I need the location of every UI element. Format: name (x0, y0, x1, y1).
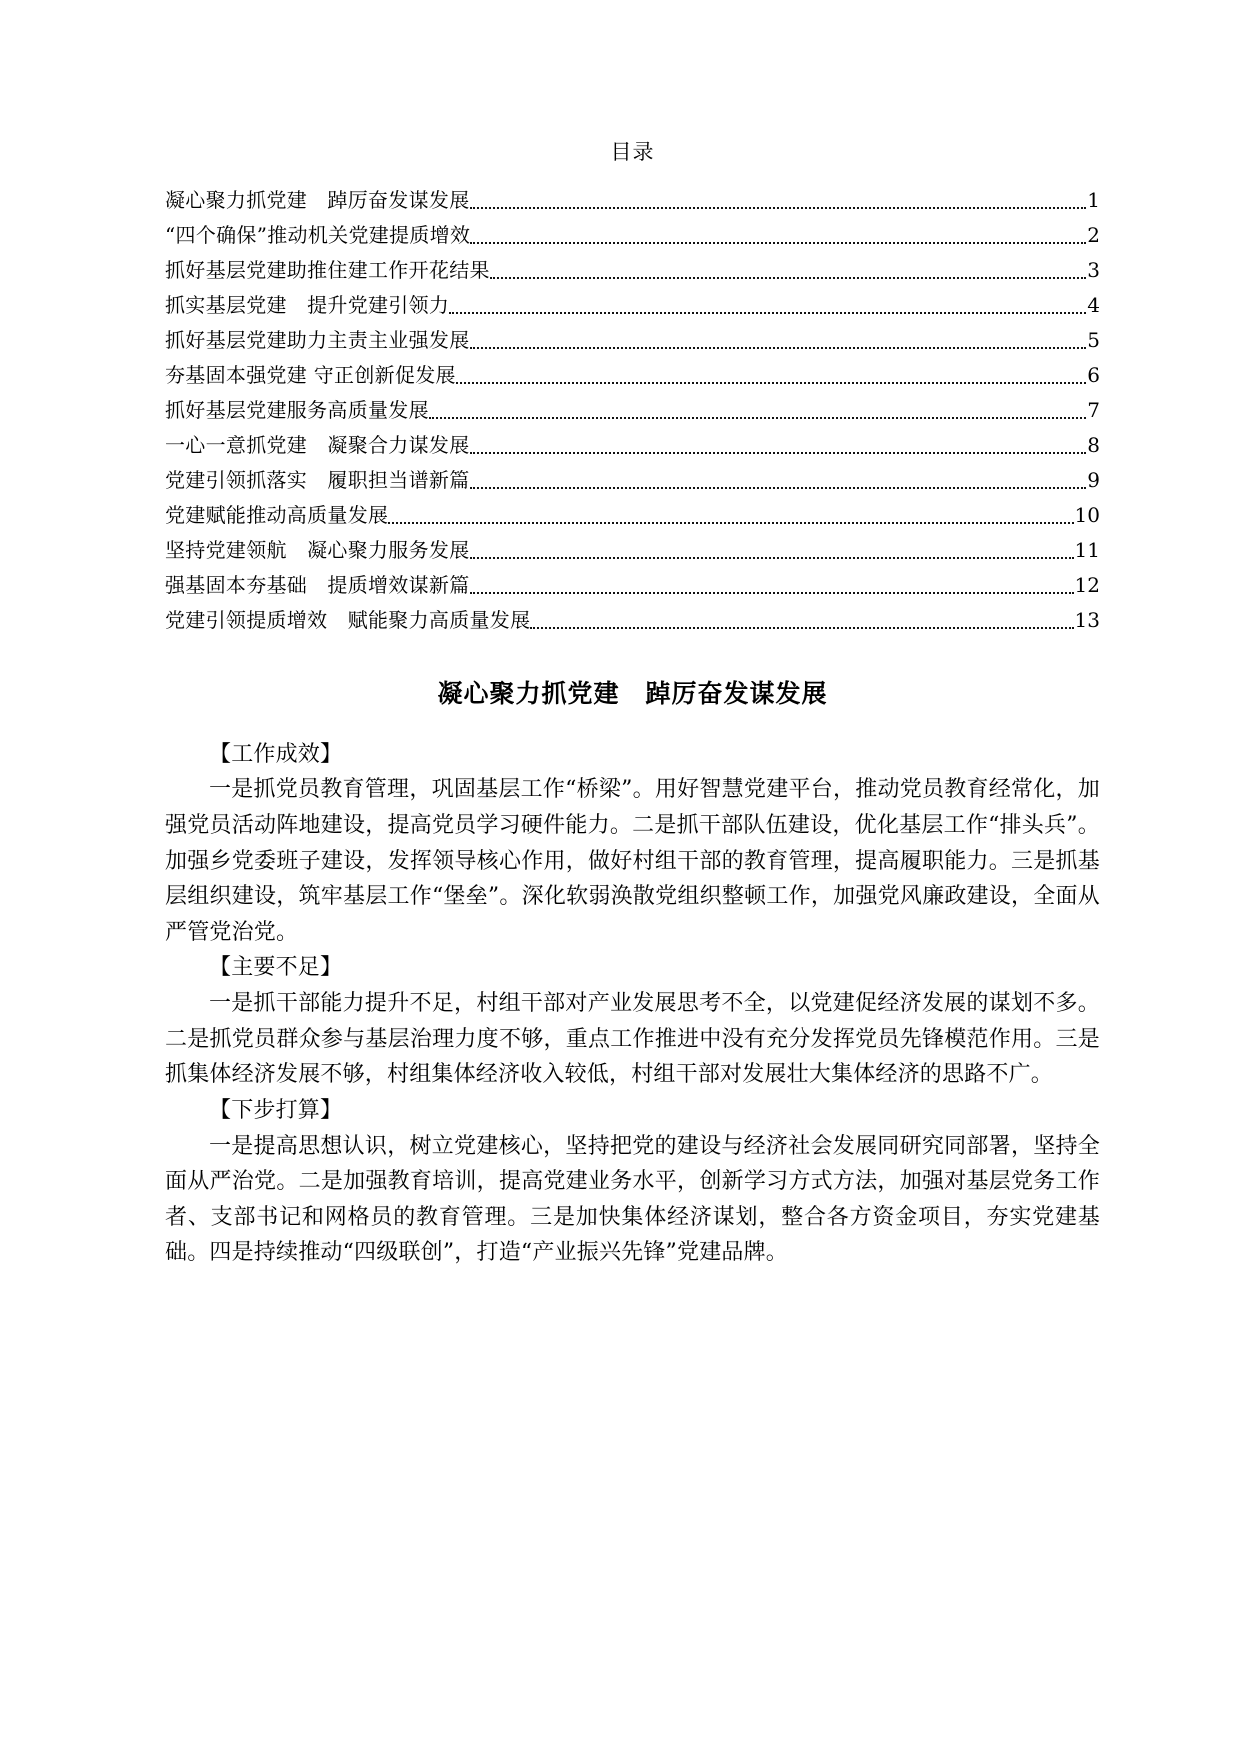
toc-entry[interactable] (165, 284, 1100, 319)
toc-entry[interactable] (165, 179, 1100, 214)
toc-entry[interactable] (165, 249, 1100, 284)
toc-entry-label: 党建引领提质增效 赋能聚力高质量发展 (165, 608, 531, 633)
toc-entry-page: 4 (1087, 293, 1100, 318)
toc-leader-dots (470, 346, 1087, 349)
toc-entry-page: 12 (1074, 573, 1100, 598)
toc-entry-label: 坚持党建领航 凝心聚力服务发展 (165, 538, 470, 563)
toc-leader-dots (470, 556, 1074, 559)
toc-leader-dots (470, 451, 1087, 454)
section-body-next-steps: 一是提高思想认识，树立党建核心，坚持把党的建设与经济社会发展同研究同部署，坚持全面从严治党。二是加强教育培训，提高党建业务水平，创新学习方式方法，加强对基层党务工作者、支部书记和网格员的教育管理。三是加快集体经济谋划，整合各方资金项目，夯实党建基础。四是持续推动“四级联创”，打造“产业振兴先锋”党建品牌。 (165, 1133, 1100, 1266)
toc-entry[interactable] (165, 424, 1100, 459)
section-heading-main-shortcomings: 【主要不足】 (209, 955, 343, 981)
toc-entry[interactable] (165, 459, 1100, 494)
toc-leader-dots (456, 381, 1086, 384)
toc-entry-label: 抓好基层党建助推住建工作开花结果 (165, 258, 490, 283)
toc-entry[interactable] (165, 529, 1100, 564)
toc-leader-dots (470, 591, 1074, 594)
toc-leader-dots (388, 521, 1073, 524)
toc-entry[interactable] (165, 494, 1100, 529)
section-body-main-shortcomings: 一是抓干部能力提升不足，村组干部对产业发展思考不全，以党建促经济发展的谋划不多。二是抓党员群众参与基层治理力度不够，重点工作推进中没有充分发挥党员先锋模范作用。三是抓集体经济发展不够，村组集体经济收入较低，村组干部对发展壮大集体经济的思路不广。 (165, 991, 1100, 1088)
toc-entry-label: 抓好基层党建助力主责主业强发展 (165, 328, 470, 353)
toc-entry-label: 党建引领抓落实 履职担当谱新篇 (165, 468, 470, 493)
toc-entry[interactable] (165, 354, 1100, 389)
toc-entry-page: 9 (1087, 468, 1100, 493)
toc-entry-label: 凝心聚力抓党建 踔厉奋发谋发展 (165, 188, 470, 213)
toc-entry[interactable] (165, 564, 1100, 599)
article-title: 凝心聚力抓党建 踔厉奋发谋发展 (437, 679, 828, 709)
toc-leader-dots (470, 206, 1087, 209)
toc-entry-page: 11 (1074, 538, 1100, 563)
toc-entry-page: 8 (1087, 433, 1100, 458)
toc-entry-label: 抓实基层党建 提升党建引领力 (165, 293, 450, 318)
toc-entry[interactable] (165, 214, 1100, 249)
toc-title: 目录 (610, 140, 655, 164)
toc-entry-label: 夯基固本强党建 守正创新促发展 (165, 363, 456, 388)
toc-leader-dots (530, 626, 1073, 629)
toc-entry-page: 6 (1087, 363, 1100, 388)
toc-entry[interactable] (165, 319, 1100, 354)
toc-entry[interactable] (165, 389, 1100, 424)
section-body-work-results: 一是抓党员教育管理，巩固基层工作“桥梁”。用好智慧党建平台，推动党员教育经常化，加强党员活动阵地建设，提高党员学习硬件能力。二是抓干部队伍建设，优化基层工作“排头兵”。加强乡党委班子建设，发挥领导核心作用，做好村组干部的教育管理，提高履职能力。三是抓基层组织建设，筑牢基层工作“堡垒”。深化软弱涣散党组织整顿工作，加强党风廉政建设，全面从严管党治党。 (165, 777, 1100, 945)
toc-leader-dots (429, 416, 1086, 419)
toc-leader-dots (449, 311, 1086, 314)
toc-entry-page: 5 (1087, 328, 1100, 353)
toc-leader-dots (490, 276, 1086, 279)
toc-entry-label: 抓好基层党建服务高质量发展 (165, 398, 429, 423)
table-of-contents (165, 179, 1100, 634)
toc-entry-page: 7 (1087, 398, 1100, 423)
page-content (165, 140, 1100, 1271)
toc-leader-dots (470, 241, 1086, 244)
toc-entry-page: 3 (1087, 258, 1100, 283)
toc-entry-label: 强基固本夯基础 提质增效谋新篇 (165, 573, 470, 598)
section-heading-work-results: 【工作成效】 (209, 741, 343, 767)
section-heading-next-steps: 【下步打算】 (209, 1097, 343, 1123)
toc-entry-page: 13 (1074, 608, 1100, 633)
toc-entry-label: “四个确保”推动机关党建提质增效 (165, 223, 471, 248)
toc-entry-label: 一心一意抓党建 凝聚合力谋发展 (165, 433, 470, 458)
toc-entry[interactable] (165, 599, 1100, 634)
toc-entry-label: 党建赋能推动高质量发展 (165, 503, 389, 528)
toc-entry-page: 10 (1074, 503, 1100, 528)
toc-entry-page: 2 (1087, 223, 1100, 248)
toc-leader-dots (470, 486, 1087, 489)
toc-entry-page: 1 (1087, 188, 1100, 213)
